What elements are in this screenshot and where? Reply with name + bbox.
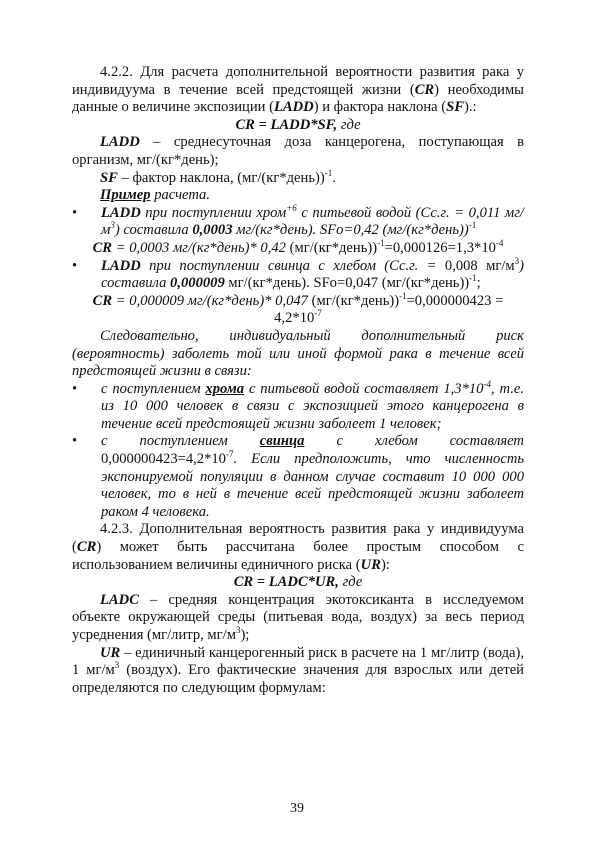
term-ladd: LADD (273, 99, 314, 116)
bullet-icon: • (72, 257, 78, 274)
bullet-icon: • (72, 380, 78, 397)
example-item-chromium: • LADD при поступлении хром$^{+6}$ с питьевой водой (Сс.г. = 0,011 $мг/м^3$) составила 0,0003 мг/(кг*день). SFo=0,42 (мг/(кг*день))$^{-1}$ (72, 202, 524, 239)
risk-item-chromium: • с поступлением хрома с питьевой водой составляет $1,3*10^{-4}$, т.е. из 10 000 человек в связи с экспозицией этого канцерогена в течение всей предстоящей жизни заболеет 1 человек; (72, 378, 524, 432)
bullet-icon: • (72, 204, 78, 221)
definition-sf: SF – фактор наклона, (мг/(кг*день))$^{-1}$. (100, 167, 336, 186)
formula-cr-ladd-sf: CR = LADD*SF, где (235, 116, 361, 133)
bullet-icon: • (72, 433, 78, 450)
example-item-lead: • LADD при поступлении свинца с хлебом (Сс.г. = 0,008 $мг/м^3$) составила 0,000009 мг/(кг*день). SFo=0,047 (мг/(кг*день))$^{-1}$; (72, 255, 524, 292)
paragraph-4-2-3: 4.2.3. Дополнительная вероятность развития рака у индивидуума (CR) может быть рассчитана более простым способом с использованием величины единичного риска (UR): (72, 521, 524, 573)
calculation-chromium: CR = 0,0003 мг/(кг*день)* 0,42 $(мг/(кг*день))^{-1}=0,000126=1,3*10^{-4}$ (92, 237, 504, 256)
document-page (72, 64, 524, 697)
formula-cr-ladc-ur: CR = LADC*UR, где (233, 574, 363, 591)
example-heading: Пример расчета. (100, 187, 210, 204)
definition-ur: UR – единичный канцерогенный риск в расчете на 1 мг/литр (вода), 1 $мг/м^3$ (воздух). Его фактические значения для взрослых или детей определяются по следующим формулам: (72, 644, 524, 696)
conclusion-paragraph: Следовательно, индивидуальный дополнительный риск (вероятность) заболеть той или иной формой рака в течение всей предстоящей жизни в связи: (72, 327, 524, 380)
term-cr: CR (414, 81, 435, 98)
risk-item-lead-first-line: с поступлением свинца с хлебом составляет (101, 433, 524, 450)
risk-item-lead (72, 433, 524, 521)
page-number: 39 (290, 801, 304, 816)
risk-item-lead-rest: $0,000000423=4,2*10^{-7}$. Если предположить, что численность экспонируемой популяции в данном случае составит 10 000 000 человек, то в ней в течение всей предстоящей жизни заболеет раком 4 человека. (101, 449, 524, 520)
definition-ladc: LADC – средняя концентрация экотоксиканта в исследуемом объекте окружающей среды (питьевая вода, воздух) за весь период усреднения (мг/литр, $мг/м^3$); (72, 591, 524, 643)
paragraph-4-2-2: 4.2.2. Для расчета дополнительной вероятности развития рака у индивидуума в течение всей предстоящей жизни (CR) необходимы данные о величине экспозиции (LADD) и фактора наклона (SF).: (72, 64, 524, 116)
definition-ladd: LADD – среднесуточная доза канцерогена, поступающая в организм, мг/(кг*день); (72, 134, 524, 168)
term-sf: SF (446, 99, 465, 116)
calculation-lead: CR = 0,000009 мг/(кг*день)* 0,047 (мг/(кг*день))$^{-1}$=0,000000423 = $4,2*10^{-7}$ (92, 290, 504, 327)
